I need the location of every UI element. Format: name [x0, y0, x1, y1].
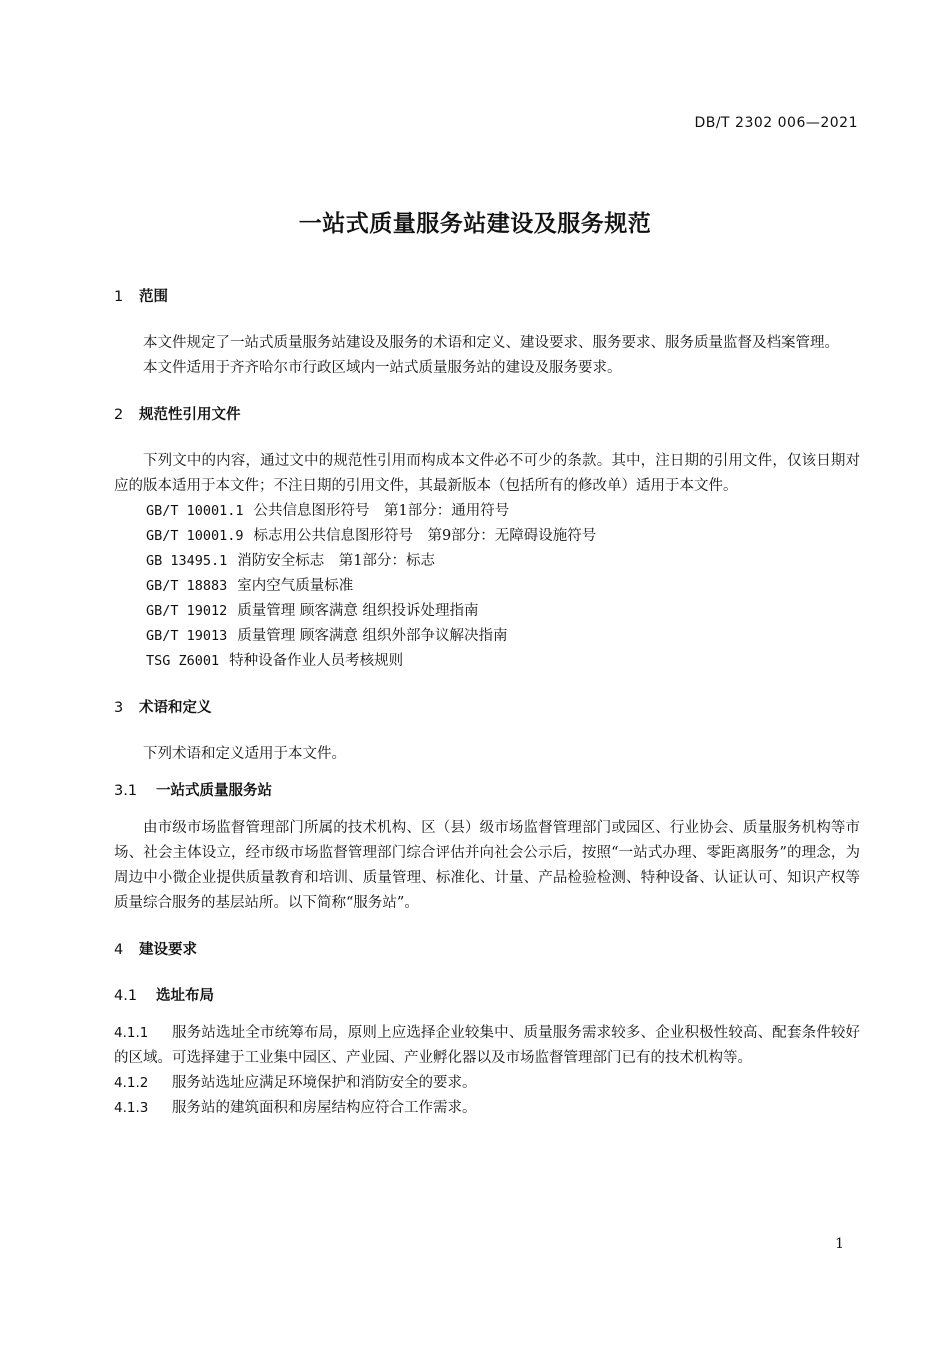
clause-4-1-2 — [114, 1071, 860, 1096]
scope-paragraph-1: 本文件规定了一站式质量服务站建设及服务的术语和定义、建设要求、服务要求、服务质量监督及档案管理。 — [143, 335, 839, 351]
section-title: 规范性引用文件 — [139, 407, 241, 423]
reference-title: 公共信息图形符号 第1部分：通用符号 — [253, 503, 510, 519]
document-code: DB/T 2302 006—2021 — [694, 115, 858, 131]
section-title: 范围 — [139, 289, 168, 305]
subsection-number: 3.1 — [114, 783, 138, 799]
subsection-title: 一站式质量服务站 — [156, 783, 272, 799]
terms-intro: 下列术语和定义适用于本文件。 — [143, 746, 346, 762]
section-number: 3 — [114, 700, 124, 716]
section-3-heading — [114, 696, 860, 721]
reference-code: GB 13495.1 — [146, 553, 228, 569]
subsection-title: 选址布局 — [156, 988, 214, 1004]
section-number: 4 — [114, 942, 124, 958]
clause-text: 服务站选址全市统筹布局，原则上应选择企业较集中、质量服务需求较多、企业积极性较高、配套条件较好的区域。可选择建于工业集中园区、产业园、产业孵化器以及市场监督管理部门已有的技术机构等。 — [114, 1025, 860, 1066]
document-title: 一站式质量服务站建设及服务规范 — [298, 211, 652, 237]
reference-item — [114, 649, 860, 674]
reference-list — [114, 499, 860, 674]
clause-4-1-1 — [114, 1021, 860, 1071]
clause-text: 服务站选址应满足环境保护和消防安全的要求。 — [172, 1075, 477, 1091]
reference-item — [114, 624, 860, 649]
term-definition: 由市级市场监督管理部门所属的技术机构、区（县）级市场监督管理部门或园区、行业协会、质量服务机构等市场、社会主体设立，经市级市场监督管理部门综合评估并向社会公示后，按照“一站式办理、零距离服务”的理念，为周边中小微企业提供质量教育和培训、质量管理、标准化、计量、产品检验检测、特种设备、认证认可、知识产权等质量综合服务的基层站所。以下简称“服务站”。 — [114, 820, 860, 911]
clause-4-1-3 — [114, 1096, 860, 1121]
section-title: 建设要求 — [139, 942, 197, 958]
section-number: 1 — [114, 289, 124, 305]
reference-code: GB/T 19012 — [146, 603, 228, 619]
page-number: 1 — [835, 1236, 844, 1252]
clause-number: 4.1.2 — [114, 1075, 149, 1091]
reference-title: 标志用公共信息图形符号 第9部分：无障碍设施符号 — [253, 528, 597, 544]
document-body — [114, 285, 860, 1121]
reference-item — [114, 524, 860, 549]
reference-title: 质量管理 顾客满意 组织投诉处理指南 — [237, 603, 479, 619]
reference-title: 消防安全标志 第1部分：标志 — [237, 553, 436, 569]
clause-text: 服务站的建筑面积和房屋结构应符合工作需求。 — [172, 1100, 477, 1116]
reference-code: GB/T 10001.9 — [146, 528, 244, 544]
references-intro: 下列文中的内容，通过文中的规范性引用而构成本文件必不可少的条款。其中，注日期的引用文件，仅该日期对应的版本适用于本文件；不注日期的引用文件，其最新版本（包括所有的修改单）适用于本文件。 — [114, 453, 860, 494]
subsection-4-1-heading — [114, 984, 860, 1009]
reference-code: GB/T 18883 — [146, 578, 228, 594]
reference-title: 室内空气质量标准 — [237, 578, 354, 594]
reference-item — [114, 599, 860, 624]
reference-item — [114, 499, 860, 524]
section-number: 2 — [114, 407, 124, 423]
reference-title: 质量管理 顾客满意 组织外部争议解决指南 — [237, 628, 508, 644]
term-3-1-heading — [114, 779, 860, 804]
section-4-heading — [114, 938, 860, 963]
reference-code: GB/T 10001.1 — [146, 503, 244, 519]
section-2-heading — [114, 403, 860, 428]
reference-title: 特种设备作业人员考核规则 — [229, 653, 404, 669]
section-title: 术语和定义 — [139, 700, 212, 716]
reference-item — [114, 574, 860, 599]
reference-code: GB/T 19013 — [146, 628, 228, 644]
subsection-number: 4.1 — [114, 988, 138, 1004]
section-1-heading — [114, 285, 860, 310]
clause-number: 4.1.3 — [114, 1100, 149, 1116]
clause-number: 4.1.1 — [114, 1025, 149, 1041]
reference-code: TSG Z6001 — [146, 653, 220, 669]
reference-item — [114, 549, 860, 574]
scope-paragraph-2: 本文件适用于齐齐哈尔市行政区域内一站式质量服务站的建设及服务要求。 — [143, 360, 622, 376]
